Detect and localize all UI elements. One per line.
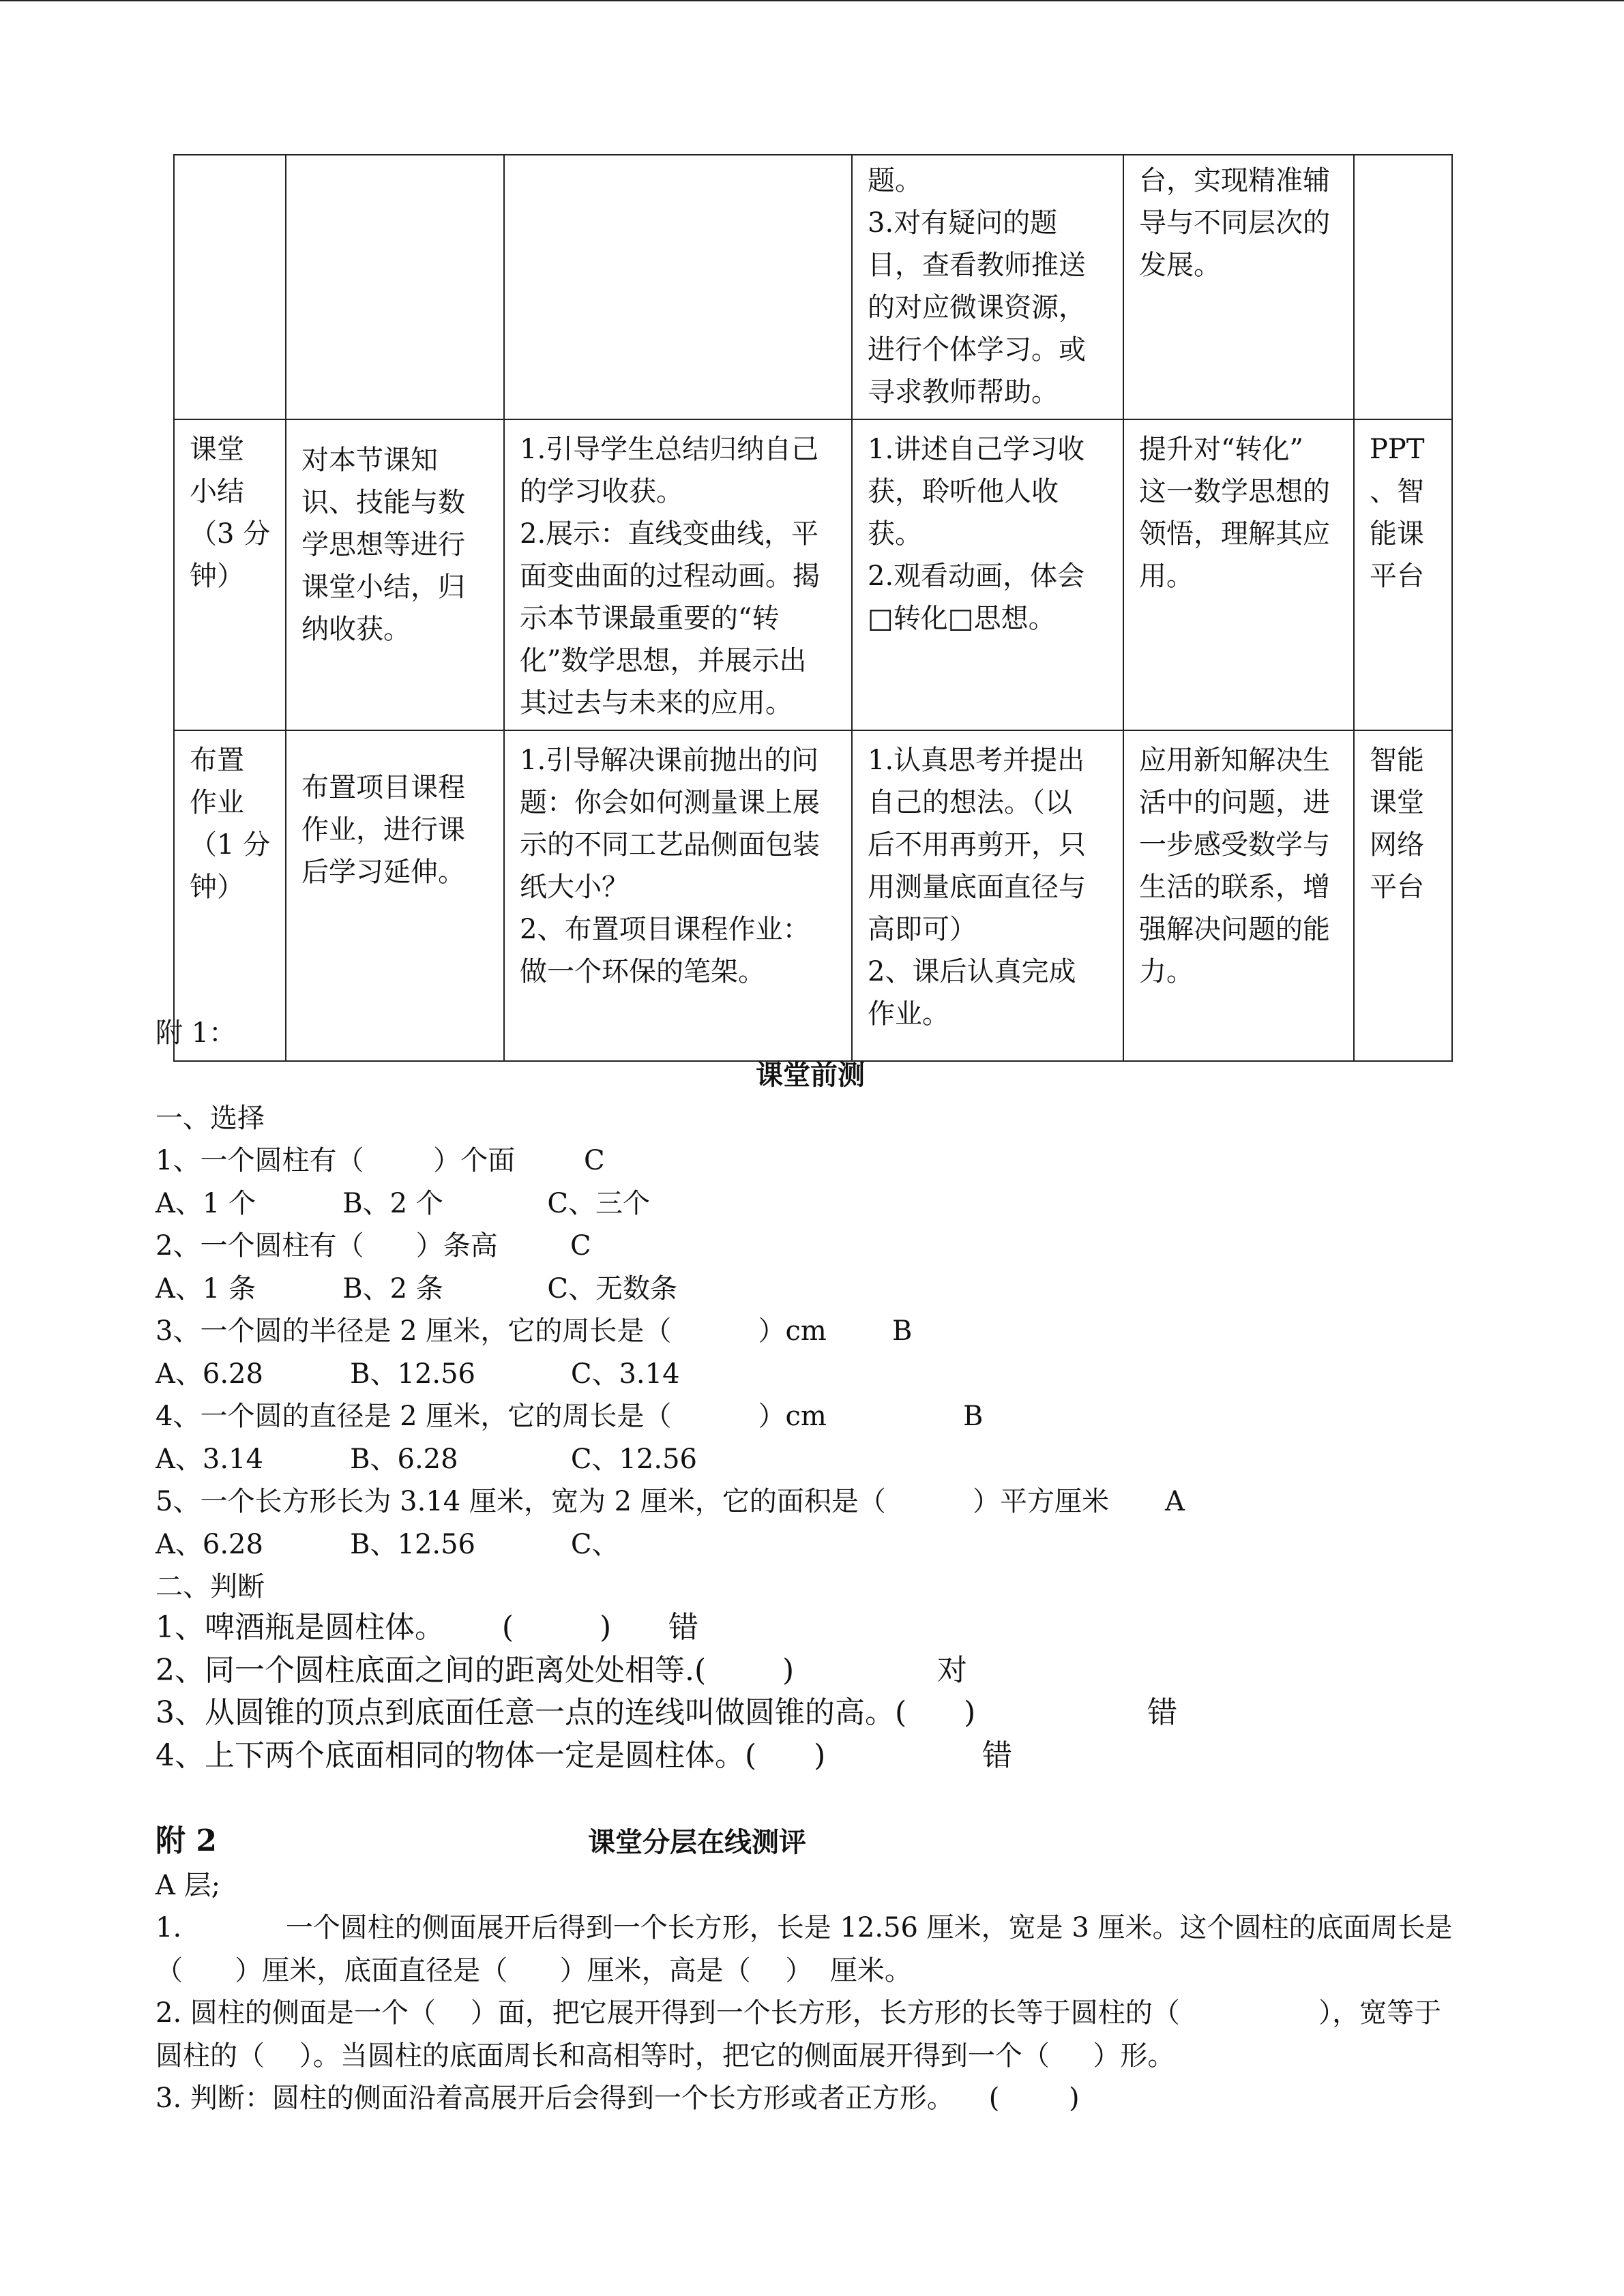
section-judge-heading: 二、判断: [156, 1571, 265, 1602]
cell-text-line: 题：你会如何测量课上展: [520, 787, 820, 818]
cell-text-line: 1.引导学生总结归纳自己: [520, 434, 819, 465]
judge-4-answer: 错: [982, 1738, 1012, 1773]
teacher-activity-cell: [504, 730, 852, 1061]
cell-text-line: 1.认真思考并提出: [868, 745, 1085, 776]
appendix1-label: 附 1：: [156, 1017, 237, 1049]
cell-text-line: 2、布置项目课程作业：: [520, 914, 810, 945]
cell-text-line: 布置: [190, 745, 244, 776]
cell-text-line: 智能: [1370, 745, 1424, 776]
level-a-label: A 层;: [156, 1870, 221, 1901]
table-row: [174, 730, 1452, 1061]
cell-text-line: 平台: [1370, 871, 1424, 903]
appendix1-title: 课堂前测: [756, 1059, 865, 1091]
cell-text-line: 活中的问题，进: [1139, 787, 1330, 818]
page-top-border: [0, 0, 1624, 1]
question-4: 4、一个圆的直径是 2 厘米，它的周长是（ ）cm: [156, 1401, 827, 1432]
resource-cell: [1354, 730, 1452, 1061]
answer-1: C: [584, 1145, 605, 1176]
cell-text-line: 、智: [1370, 476, 1424, 507]
cell-text-line: 布置项目课程: [301, 772, 465, 803]
cell-text-line: 题。: [868, 165, 922, 196]
cell-text-line: 小结: [190, 476, 244, 507]
judge-1: 1、啤酒瓶是圆柱体。 ( ): [156, 1610, 612, 1645]
design-intent-cell: [1123, 419, 1354, 730]
cell-text-line: 示本节课最重要的“转: [520, 603, 780, 634]
design-intent-cell: [1123, 730, 1354, 1061]
cell-text-line: 应用新知解决生: [1139, 745, 1330, 776]
cell-text-line: 2、课后认真完成: [868, 956, 1076, 987]
cell-text-line: 能课: [1370, 518, 1424, 550]
question-2: 2、一个圆柱有（ ）条高: [156, 1230, 498, 1262]
teacher-activity-cell: [504, 419, 852, 730]
answer-4: B: [963, 1401, 984, 1432]
table-row: [174, 155, 1452, 419]
cell-text-line: 寻求教师帮助。: [868, 376, 1059, 408]
cell-text-line: 作业，进行课: [301, 814, 465, 846]
judge-2: 2、同一个圆柱底面之间的距离处处相等.( ): [156, 1653, 795, 1688]
student-activity-cell: [852, 155, 1123, 419]
cell-text-line: 化”数学思想，并展示出: [520, 645, 807, 676]
cell-text-line: 示的不同工艺品侧面包装: [520, 829, 820, 861]
judge-1-answer: 错: [668, 1610, 698, 1645]
appendix2-label: 附 2: [156, 1823, 217, 1858]
problem-3: 3. 判断：圆柱的侧面沿着高展开后会得到一个长方形或者正方形。 ( ): [156, 2083, 1080, 2114]
cell-text-line: 发展。: [1139, 250, 1221, 281]
cell-text-line: 高即可）: [868, 914, 977, 945]
judge-3: 3、从圆锥的顶点到底面任意一点的连线叫做圆锥的高。( ): [156, 1695, 976, 1730]
cell-text-line: 课堂: [1370, 787, 1424, 818]
options-5: A、6.28 B、12.56 C、: [156, 1529, 619, 1560]
cell-text-line: 获。: [868, 518, 922, 550]
cell-text-line: 纸大小？: [520, 871, 629, 903]
cell-text-line: 钟）: [190, 561, 244, 592]
cell-text-line: 目，查看教师推送: [868, 250, 1086, 281]
section-choice-heading: 一、选择: [156, 1103, 265, 1134]
cell-text-line: 学思想等进行: [301, 529, 465, 561]
cell-text-line: 做一个环保的笔架。: [520, 956, 765, 987]
resource-cell: [1354, 419, 1452, 730]
cell-text-line: 的学习收获。: [520, 476, 683, 507]
cell-text-line: 一步感受数学与: [1139, 829, 1330, 861]
cell-text-line: 强解决问题的能: [1139, 914, 1330, 945]
teacher-activity-cell: [504, 155, 852, 419]
cell-text-line: 课堂: [190, 434, 244, 465]
cell-text-line: 后学习延伸。: [301, 856, 465, 888]
cell-text-line: 的对应微课资源，: [868, 292, 1086, 323]
cell-text-line: 后不用再剪开，只: [868, 829, 1086, 861]
answer-5: A: [1165, 1486, 1185, 1517]
problem-2-line-2: 圆柱的（ ）。当圆柱的底面周长和高相等时，把它的侧面展开得到一个（ ）形。: [156, 2040, 1175, 2072]
table-row: [174, 419, 1452, 730]
cell-text-line: 作业: [190, 787, 244, 818]
cell-text-line: 课堂小结，归: [301, 571, 465, 603]
cell-text-line: 导与不同层次的: [1139, 207, 1330, 239]
options-1: A、1 个 B、2 个 C、三个: [156, 1188, 650, 1219]
cell-text-line: 台，实现精准辅: [1139, 165, 1330, 196]
answer-3: B: [892, 1315, 913, 1347]
cell-text-line: 平台: [1370, 561, 1424, 592]
cell-text-line: 识、技能与数: [301, 487, 465, 518]
options-3: A、6.28 B、12.56 C、3.14: [156, 1358, 680, 1390]
cell-text-line: 钟）: [190, 871, 244, 903]
cell-text-line: 力。: [1139, 956, 1194, 987]
goal-cell: [286, 155, 504, 419]
judge-2-answer: 对: [937, 1653, 967, 1688]
cell-text-line: 2.展示：直线变曲线，平: [520, 518, 819, 550]
appendix2-title: 课堂分层在线测评: [588, 1826, 806, 1858]
stage-cell: [174, 155, 286, 419]
cell-text-line: PPT: [1370, 434, 1425, 465]
cell-text-line: 3.对有疑问的题: [868, 207, 1058, 239]
resource-cell: [1354, 155, 1452, 419]
cell-text-line: 作业。: [868, 998, 949, 1030]
cell-text-line: 1.讲述自己学习收: [868, 434, 1085, 465]
lesson-plan-table: [173, 154, 1453, 1062]
cell-text-line: 用。: [1139, 561, 1194, 592]
cell-text-line: 进行个体学习。或: [868, 334, 1086, 366]
options-4: A、3.14 B、6.28 C、12.56: [156, 1444, 697, 1475]
cell-text-line: □转化□思想。: [868, 603, 1056, 634]
cell-text-line: 领悟，理解其应: [1139, 518, 1330, 550]
cell-text-line: （1 分: [190, 829, 271, 861]
judge-3-answer: 错: [1147, 1695, 1177, 1730]
cell-text-line: 自己的想法。（以: [868, 787, 1072, 818]
cell-text-line: （3 分: [190, 518, 271, 550]
cell-text-line: 网络: [1370, 829, 1424, 861]
cell-text-line: 获，聆听他人收: [868, 476, 1059, 507]
student-activity-cell: [852, 730, 1123, 1061]
student-activity-cell: [852, 419, 1123, 730]
question-1: 1、一个圆柱有（ ）个面: [156, 1145, 516, 1176]
cell-text-line: 其过去与未来的应用。: [520, 687, 793, 719]
cell-text-line: 这一数学思想的: [1139, 476, 1330, 507]
goal-cell: [286, 419, 504, 730]
cell-text-line: 用测量底面直径与: [868, 871, 1086, 903]
cell-text-line: 提升对“转化”: [1139, 434, 1303, 465]
options-2: A、1 条 B、2 条 C、无数条: [156, 1273, 677, 1304]
cell-text-line: 对本节课知: [301, 445, 438, 476]
judge-4: 4、上下两个底面相同的物体一定是圆柱体。( ): [156, 1738, 826, 1773]
cell-text-line: 面变曲面的过程动画。揭: [520, 561, 820, 592]
question-3: 3、一个圆的半径是 2 厘米，它的周长是（ ）cm: [156, 1315, 827, 1347]
answer-2: C: [570, 1230, 591, 1262]
cell-text-line: 1.引导解决课前抛出的问: [520, 745, 819, 776]
goal-cell: [286, 730, 504, 1061]
problem-1-line-2: （ ）厘米，底面直径是（ ）厘米，高是（ ） 厘米。: [156, 1955, 912, 1986]
cell-text-line: 2.观看动画，体会: [868, 561, 1085, 592]
stage-cell: [174, 730, 286, 1061]
problem-2-line-1: 2. 圆柱的侧面是一个（ ）面，把它展开得到一个长方形，长方形的长等于圆柱的（ ），宽等于: [156, 1997, 1442, 2029]
question-5: 5、一个长方形长为 3.14 厘米，宽为 2 厘米，它的面积是（ ）平方厘米: [156, 1486, 1109, 1517]
stage-cell: [174, 419, 286, 730]
cell-text-line: 纳收获。: [301, 614, 411, 645]
problem-1-line-1: 1. 一个圆柱的侧面展开后得到一个长方形，长是 12.56 厘米，宽是 3 厘米。这个圆柱的底面周长是: [156, 1912, 1453, 1943]
cell-text-line: 生活的联系，增: [1139, 871, 1330, 903]
design-intent-cell: [1123, 155, 1354, 419]
